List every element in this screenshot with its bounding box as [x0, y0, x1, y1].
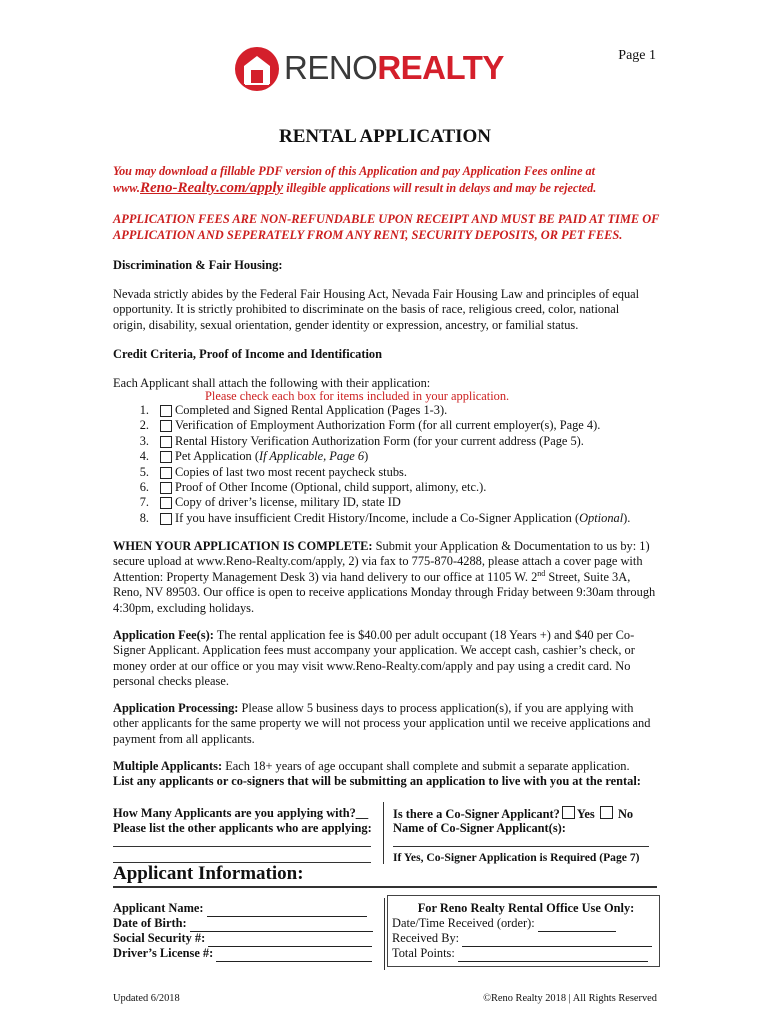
column-divider — [383, 802, 384, 864]
cosigner-name-line[interactable] — [393, 846, 649, 847]
applicant-count-question[interactable]: How Many Applicants are you applying with?__ — [113, 806, 369, 820]
total-points-field[interactable]: Total Points: — [392, 946, 660, 962]
checklist-item: 8. If you have insufficient Credit History/Income, include a Co-Signer Application (Optional). — [139, 510, 631, 525]
checkbox-icon[interactable] — [160, 420, 172, 432]
cosigner-required-note: If Yes, Co-Signer Application is Required (Page 7) — [393, 851, 640, 864]
checkbox-icon[interactable] — [562, 806, 575, 819]
checkbox-icon[interactable] — [160, 405, 172, 417]
credit-lead: Each Applicant shall attach the following with their application: — [113, 376, 431, 390]
other-applicants-line-1[interactable] — [113, 846, 371, 847]
received-by-field[interactable]: Received By: — [392, 931, 660, 947]
applicant-name-field[interactable]: Applicant Name: — [113, 901, 367, 917]
checklist-item: 5. Copies of last two most recent paycheck stubs. — [139, 464, 407, 479]
multiple-applicants-text: Multiple Applicants: Each 18+ years of age occupant shall complete and submit a separate application. List any applicants or co-signers that will be submitting an application to live with you at the rental: — [113, 759, 641, 789]
apply-link[interactable]: Reno-Realty.com/apply — [139, 180, 284, 196]
download-note — [113, 163, 653, 197]
cosigner-question: Is there a Co-Signer Applicant? Yes No — [393, 807, 634, 821]
checklist-item: 6. Proof of Other Income (Optional, child support, alimony, etc.). — [139, 480, 487, 495]
download-note-line1: You may download a fillable PDF version of this Application and pay Application Fees online at — [113, 164, 595, 178]
cosigner-name-label: Name of Co-Signer Applicant(s): — [393, 821, 566, 835]
date-received-field[interactable]: Date/Time Received (order): — [392, 916, 660, 932]
application-fee-text: Application Fee(s): The rental application fee is $40.00 per adult occupant (18 Years +) and $40 per Co-Signer Applicant. Application fees must accompany your application. We accept cash, cashier’s check, or money order at our office or you may visit www.Reno-Realty.com/apply and pay using a credit card. No personal checks please. — [113, 628, 635, 689]
processing-text: Application Processing: Please allow 5 business days to process application(s), if you are applying with other applicants for the same property we will not process your application until we receive applications and payment from all applicants. — [113, 701, 651, 746]
footer-updated: Updated 6/2018 — [113, 993, 180, 1004]
footer-copyright: ©Reno Realty 2018 | All Rights Reserved — [483, 993, 657, 1004]
fees-notice: APPLICATION FEES ARE NON-REFUNDABLE UPON RECEIPT AND MUST BE PAID AT TIME OF APPLICATION AND SEPERATELY FROM ANY RENT, SECURITY DEPOSITS, OR PET FEES. — [113, 212, 660, 242]
checkbox-icon[interactable] — [160, 451, 172, 463]
reno-realty-logo-icon — [232, 44, 282, 94]
column-divider-2 — [384, 898, 385, 970]
discrimination-text: Nevada strictly abides by the Federal Fair Housing Act, Nevada Fair Housing Law and principles of equal opportunity. It is strictly prohibited to discriminate on the basis of race, religious creed, color, national origin, disability, sexual orientation, gender identity or expression, ancestry, or familial status. — [113, 287, 640, 332]
checkbox-icon[interactable] — [160, 513, 172, 525]
checkbox-icon[interactable] — [600, 806, 613, 819]
checklist-item: 3. Rental History Verification Authorization Form (for your current address (Page 5). — [139, 433, 584, 448]
checkbox-icon[interactable] — [160, 436, 172, 448]
other-applicants-question: Please list the other applicants who are applying: — [113, 821, 372, 835]
page-number: Page 1 — [618, 48, 656, 63]
logo-wordmark — [284, 48, 504, 88]
download-note-prefix: www. — [113, 181, 140, 195]
logo-reno: RENO — [284, 49, 378, 86]
checklist-item: 1. Completed and Signed Rental Application (Pages 1-3). — [139, 403, 448, 417]
download-note-suffix: illegible applications will result in delays and may be rejected. — [283, 181, 597, 195]
checklist-item: 2. Verification of Employment Authorization Form (for all current employer(s), Page 4). — [139, 418, 601, 433]
dob-field[interactable]: Date of Birth: — [113, 916, 373, 932]
ssn-field[interactable]: Social Security #: — [113, 931, 372, 947]
section-rule — [113, 886, 657, 888]
credit-heading: Credit Criteria, Proof of Income and Identification — [113, 347, 382, 361]
checklist-instruction: Please check each box for items included in your application. — [205, 389, 510, 403]
checklist-item: 7. Copy of driver’s license, military ID, state ID — [139, 495, 401, 510]
document-checklist — [113, 403, 630, 526]
checkbox-icon[interactable] — [160, 467, 172, 479]
discrimination-heading: Discrimination & Fair Housing: — [113, 258, 283, 272]
logo-realty: REALTY — [377, 49, 504, 86]
drivers-license-field[interactable]: Driver’s License #: — [113, 946, 372, 962]
reno-realty-logo — [232, 44, 522, 94]
checklist-item: 4. Pet Application (If Applicable, Page 6) — [139, 449, 369, 464]
office-use-title: For Reno Realty Rental Office Use Only: — [417, 901, 635, 915]
submission-instructions: WHEN YOUR APPLICATION IS COMPLETE: Submit your Application & Documentation to us by: 1) secure upload at www.Reno-Realty.com/apply, 2) via fax to 775-870-4288, please attach a cover page with Attention: Property Management Desk 3) via hand delivery to our office at 1105 W. 2nd Street, Suite 3A, Reno, NV 89503. Our office is open to receive applications Monday through Friday between 9:30am through 4:30pm, excluding holidays. — [113, 539, 656, 615]
checkbox-icon[interactable] — [160, 482, 172, 494]
applicant-info-title: Applicant Information: — [113, 863, 304, 884]
document-title: RENTAL APPLICATION — [278, 126, 492, 147]
checkbox-icon[interactable] — [160, 497, 172, 509]
